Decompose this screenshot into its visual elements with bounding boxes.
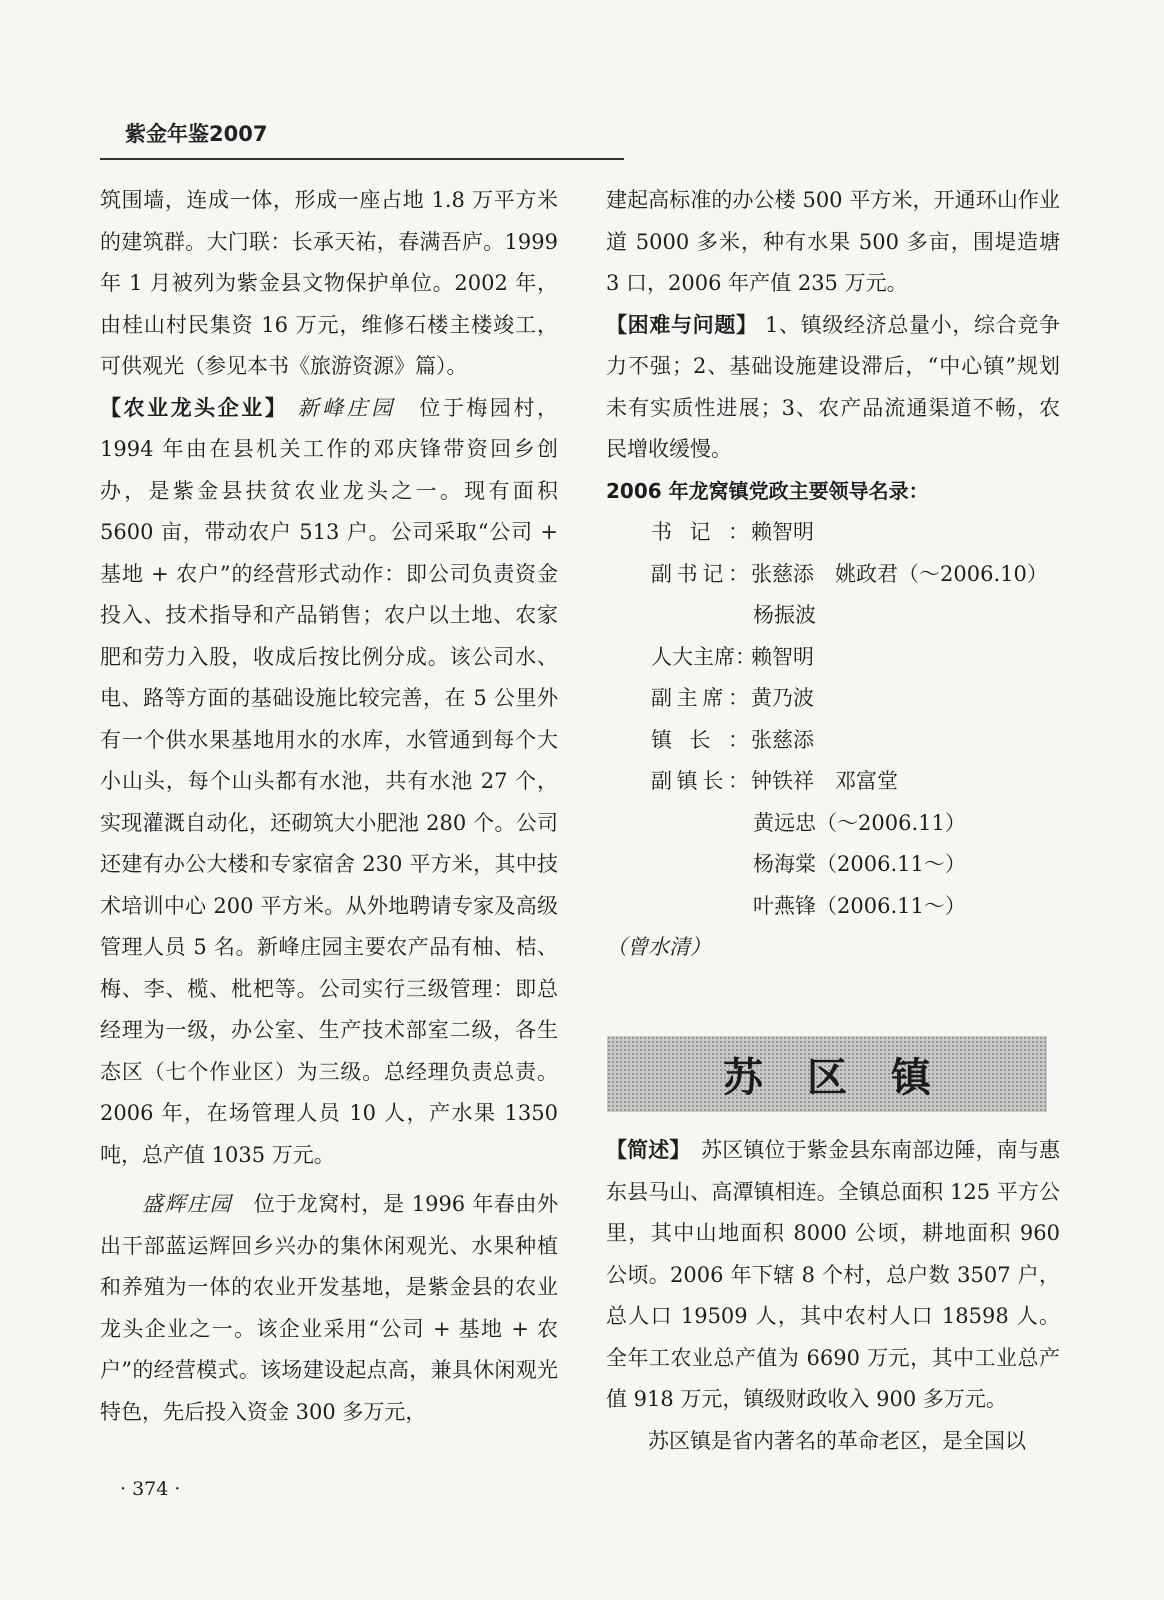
leaders-title: 2006 年龙窝镇党政主要领导名录： — [606, 478, 929, 503]
right-column — [606, 180, 1060, 969]
leader-row — [651, 678, 1060, 720]
running-header: 紫金年鉴2007 — [125, 122, 268, 146]
leader-row — [651, 554, 1060, 596]
leader-names: 黄乃波 — [751, 686, 814, 710]
leader-role: 人大主席： — [651, 644, 756, 669]
entry-text: 1、镇级经济总量小，综合竞争力不强；2、基础设施建设滞后，“中心镇”规划未有实质性进展；3、农产品流通渠道不畅，农民增收缓慢。 — [606, 312, 1060, 461]
leader-row — [651, 720, 1060, 762]
entry-label: 盛辉庄园 — [142, 1192, 233, 1216]
leader-names-cont: 叶燕锋（2006.11～） — [753, 893, 966, 918]
leader-role: 副主席： — [651, 686, 749, 710]
leader-names: 张慈添 — [751, 727, 814, 752]
leader-names: 钟铁祥 邓富堂 — [751, 769, 898, 793]
leader-row — [651, 637, 1060, 679]
section-banner — [607, 1036, 1047, 1112]
entry-text: 位于梅园村，1994 年由在县机关工作的邓庆锋带资回乡创办，是紫金县扶贫农业龙头之一。现有面积 5600 亩，带动农户 513 户。公司采取“公司 + 基地 + 农户”的经营形式动作：即公司负责资金投入、技术指导和产品销售；农户以土地、农家肥和劳力入股，收成后按比例分成。该公司水、电、路等方面的基础设施比较完善，在 5 公里外有一个供水果基地用水的水库，水管通到每个大小山头，每个山头都有水池，共有水池 27 个，实现灌溉自动化，还砌筑大小肥池 280 个。公司还建有办公大楼和专家宿舍 230 平方米，其中技术培训中心 200 平方米。从外地聘请专家及高级管理人员 5 名。新峰庄园主要农产品有柚、桔、梅、李、榄、枇杷等。公司实行三级管理：即总经理为一级，办公室、生产技术部室二级，各生态区（七个作业区）为三级。总经理负责总责。2006 年，在场管理人员 10 人，产水果 1350 吨，总产值 1035 万元。 — [100, 395, 558, 1167]
page-number: · 374 · — [120, 1478, 181, 1500]
entry-label: 新峰庄园 — [297, 395, 396, 420]
paragraph — [100, 1184, 558, 1433]
paragraph — [100, 388, 558, 1177]
leader-role: 书记： — [651, 520, 749, 544]
section-body — [606, 1130, 1060, 1462]
author-credit: （曾水清） — [606, 935, 711, 959]
leader-role: 镇长： — [651, 727, 749, 752]
leader-row — [651, 761, 1060, 803]
paragraph: 苏区镇是省内著名的革命老区，是全国以 — [648, 1428, 1026, 1453]
leader-role: 副书记： — [651, 561, 749, 586]
leader-names: 赖智明 — [751, 520, 814, 544]
paragraph: 建起高标准的办公楼 500 平方米，开通环山作业道 5000 多米，种有水果 500 多亩，围堤造塘 3 口，2006 年产值 235 万元。 — [606, 188, 1060, 295]
leader-names: 赖智明 — [751, 644, 814, 669]
section-label: 【简述】 — [606, 1138, 680, 1162]
leader-names-cont: 杨振波 — [753, 603, 816, 627]
entry-text: 位于龙窝村，是 1996 年春由外出干部蓝运辉回乡兴办的集休闲观光、水果种植和养殖为一体的农业开发基地，是紫金县的农业龙头企业之一。该企业采用“公司 + 基地 + 农户”的经营模式。该场建设起点高，兼具休闲观光特色，先后投入资金 300 多万元， — [100, 1192, 559, 1424]
leader-role: 副镇长： — [651, 769, 749, 793]
leaders-list — [606, 512, 1060, 927]
section-label: 【困难与问题】 — [606, 312, 758, 337]
leader-names-cont: 黄远忠（～2006.11） — [753, 810, 966, 835]
paragraph — [606, 1130, 1060, 1421]
paragraph: 筑围墙，连成一体，形成一座占地 1.8 万平方米的建筑群。大门联：长承天祐，春满吾庐。1999 年 1 月被列为紫金县文物保护单位。2002 年，由桂山村民集资 16 万元，维修石楼主楼竣工，可供观光（参见本书《旅游资源》篇）。 — [100, 188, 558, 378]
leader-names: 张慈添 姚政君（～2006.10） — [751, 561, 1048, 586]
paragraph — [606, 305, 1060, 471]
entry-text: 苏区镇位于紫金县东南部边陲，南与惠东县马山、高潭镇相连。全镇总面积 125 平方公里，其中山地面积 8000 公顷，耕地面积 960 公顷。2006 年下辖 8 个村，总户数 3507 户，总人口 19509 人，其中农村人口 18598 人。全年工农业总产值为 6690 万元，其中工业总产值 918 万元，镇级财政收入 900 多万元。 — [606, 1138, 1061, 1411]
left-column — [100, 180, 558, 1433]
section-label: 【农业龙头企业】 — [100, 395, 289, 420]
header-rule — [100, 158, 624, 160]
leader-row — [651, 512, 1060, 554]
section-title: 苏区镇 — [723, 1054, 975, 1101]
leader-names-cont: 杨海棠（2006.11～） — [753, 852, 966, 876]
